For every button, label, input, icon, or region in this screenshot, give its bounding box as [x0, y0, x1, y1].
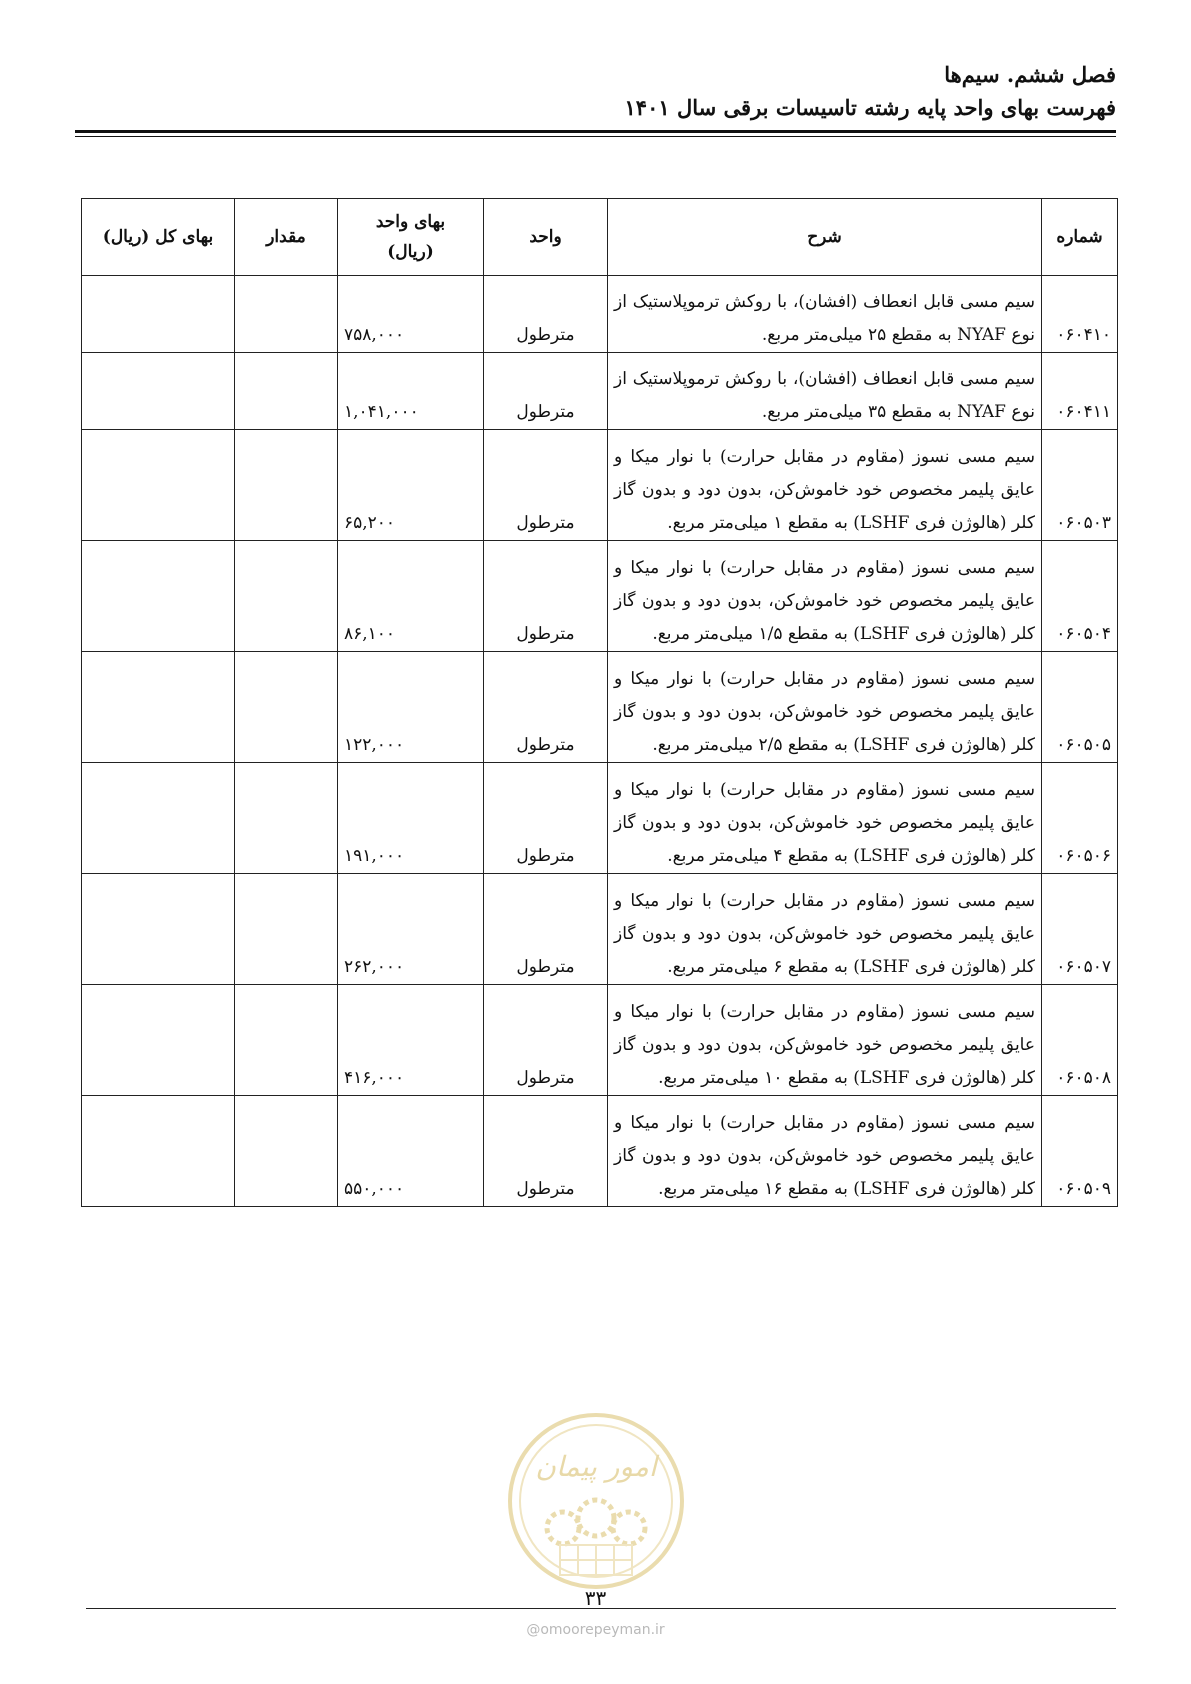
row-description: سیم مسی نسوز (مقاوم در مقابل حرارت) با نوار میکا و عایق پلیمر مخصوص خود خاموش‌کن، بدون دود و بدون گاز کلر (هالوژن فری LSHF) به مقطع ۴ میلی‌متر مربع.	[608, 763, 1042, 874]
row-total-cell	[82, 541, 235, 652]
gear-icon	[547, 1512, 579, 1544]
website-link[interactable]: @omoorepeyman.ir	[526, 1622, 665, 1638]
row-unit: مترطول	[484, 1096, 608, 1207]
row-description: سیم مسی نسوز (مقاوم در مقابل حرارت) با نوار میکا و عایق پلیمر مخصوص خود خاموش‌کن، بدون دود و بدون گاز کلر (هالوژن فری LSHF) به مقطع ۱۰ میلی‌متر مربع.	[608, 985, 1042, 1096]
row-unit-price: ۱,۰۴۱,۰۰۰	[338, 353, 484, 430]
row-description: سیم مسی نسوز (مقاوم در مقابل حرارت) با نوار میکا و عایق پلیمر مخصوص خود خاموش‌کن، بدون دود و بدون گاز کلر (هالوژن فری LSHF) به مقطع ۱ میلی‌متر مربع.	[608, 430, 1042, 541]
col-unit-price-line1: بهای واحد	[375, 212, 446, 232]
table-row	[82, 652, 1118, 763]
gear-icon	[613, 1512, 645, 1544]
row-total-cell	[82, 652, 235, 763]
col-unit: واحد	[484, 199, 608, 276]
chapter-title: فصل ششم. سیم‌ها	[944, 62, 1116, 87]
page-number: ۳۳	[584, 1586, 607, 1610]
row-description: سیم مسی نسوز (مقاوم در مقابل حرارت) با نوار میکا و عایق پلیمر مخصوص خود خاموش‌کن، بدون دود و بدون گاز کلر (هالوژن فری LSHF) به مقطع ۶ میلی‌متر مربع.	[608, 874, 1042, 985]
row-unit: مترطول	[484, 430, 608, 541]
page-header	[75, 58, 1116, 124]
row-unit-price: ۴۱۶,۰۰۰	[338, 985, 484, 1096]
col-unit-price	[338, 199, 484, 276]
row-unit: مترطول	[484, 763, 608, 874]
table-row	[82, 985, 1118, 1096]
row-total-cell	[82, 276, 235, 353]
table-header-row	[82, 199, 1118, 276]
header-rule-thin	[75, 136, 1116, 137]
row-unit: مترطول	[484, 874, 608, 985]
table-row	[82, 541, 1118, 652]
row-unit-price: ۱۹۱,۰۰۰	[338, 763, 484, 874]
watermark-text: امور پیمان	[535, 1450, 657, 1483]
row-quantity-cell	[235, 353, 338, 430]
row-code: ۰۶۰۵۰۳	[1042, 430, 1118, 541]
row-description: سیم مسی نسوز (مقاوم در مقابل حرارت) با نوار میکا و عایق پلیمر مخصوص خود خاموش‌کن، بدون دود و بدون گاز کلر (هالوژن فری LSHF) به مقطع ۲/۵ میلی‌متر مربع.	[608, 652, 1042, 763]
table-row	[82, 430, 1118, 541]
table-row	[82, 874, 1118, 985]
col-unit-price-line2: (ریال)	[387, 242, 434, 262]
row-total-cell	[82, 874, 235, 985]
row-unit-price: ۱۲۲,۰۰۰	[338, 652, 484, 763]
row-code: ۰۶۰۵۰۷	[1042, 874, 1118, 985]
row-total-cell	[82, 353, 235, 430]
document-subtitle: فهرست بهای واحد پایه رشته تاسیسات برقی سال ۱۴۰۱	[624, 95, 1116, 120]
row-quantity-cell	[235, 652, 338, 763]
row-code: ۰۶۰۴۱۱	[1042, 353, 1118, 430]
row-code: ۰۶۰۵۰۸	[1042, 985, 1118, 1096]
row-unit-price: ۶۵,۲۰۰	[338, 430, 484, 541]
row-quantity-cell	[235, 430, 338, 541]
col-number: شماره	[1042, 199, 1118, 276]
table-row	[82, 276, 1118, 353]
row-total-cell	[82, 985, 235, 1096]
row-unit-price: ۵۵۰,۰۰۰	[338, 1096, 484, 1207]
row-unit-price: ۲۶۲,۰۰۰	[338, 874, 484, 985]
row-code: ۰۶۰۵۰۹	[1042, 1096, 1118, 1207]
table-row	[82, 353, 1118, 430]
grid-icon	[560, 1545, 632, 1575]
row-code: ۰۶۰۵۰۴	[1042, 541, 1118, 652]
row-quantity-cell	[235, 276, 338, 353]
row-quantity-cell	[235, 541, 338, 652]
watermark-seal	[505, 1410, 687, 1592]
row-code: ۰۶۰۴۱۰	[1042, 276, 1118, 353]
row-description: سیم مسی قابل انعطاف (افشان)، با روکش ترموپلاستیک از نوع NYAF به مقطع ۳۵ میلی‌متر مربع.	[608, 353, 1042, 430]
row-description: سیم مسی نسوز (مقاوم در مقابل حرارت) با نوار میکا و عایق پلیمر مخصوص خود خاموش‌کن، بدون دود و بدون گاز کلر (هالوژن فری LSHF) به مقطع ۱/۵ میلی‌متر مربع.	[608, 541, 1042, 652]
row-quantity-cell	[235, 985, 338, 1096]
table-row	[82, 763, 1118, 874]
row-quantity-cell	[235, 874, 338, 985]
row-unit-price: ۷۵۸,۰۰۰	[338, 276, 484, 353]
row-unit: مترطول	[484, 276, 608, 353]
row-unit: مترطول	[484, 541, 608, 652]
row-unit-price: ۸۶,۱۰۰	[338, 541, 484, 652]
row-total-cell	[82, 763, 235, 874]
row-description: سیم مسی قابل انعطاف (افشان)، با روکش ترموپلاستیک از نوع NYAF به مقطع ۲۵ میلی‌متر مربع.	[608, 276, 1042, 353]
col-quantity: مقدار	[235, 199, 338, 276]
row-unit: مترطول	[484, 353, 608, 430]
row-unit: مترطول	[484, 652, 608, 763]
col-total: بهای کل (ریال)	[82, 199, 235, 276]
price-list-table	[81, 198, 1118, 1207]
row-description: سیم مسی نسوز (مقاوم در مقابل حرارت) با نوار میکا و عایق پلیمر مخصوص خود خاموش‌کن، بدون دود و بدون گاز کلر (هالوژن فری LSHF) به مقطع ۱۶ میلی‌متر مربع.	[608, 1096, 1042, 1207]
header-rule-thick	[75, 130, 1116, 133]
row-quantity-cell	[235, 1096, 338, 1207]
gear-icon	[578, 1500, 614, 1536]
row-total-cell	[82, 430, 235, 541]
row-unit: مترطول	[484, 985, 608, 1096]
row-quantity-cell	[235, 763, 338, 874]
row-code: ۰۶۰۵۰۶	[1042, 763, 1118, 874]
table-row	[82, 1096, 1118, 1207]
row-total-cell	[82, 1096, 235, 1207]
col-description: شرح	[608, 199, 1042, 276]
row-code: ۰۶۰۵۰۵	[1042, 652, 1118, 763]
